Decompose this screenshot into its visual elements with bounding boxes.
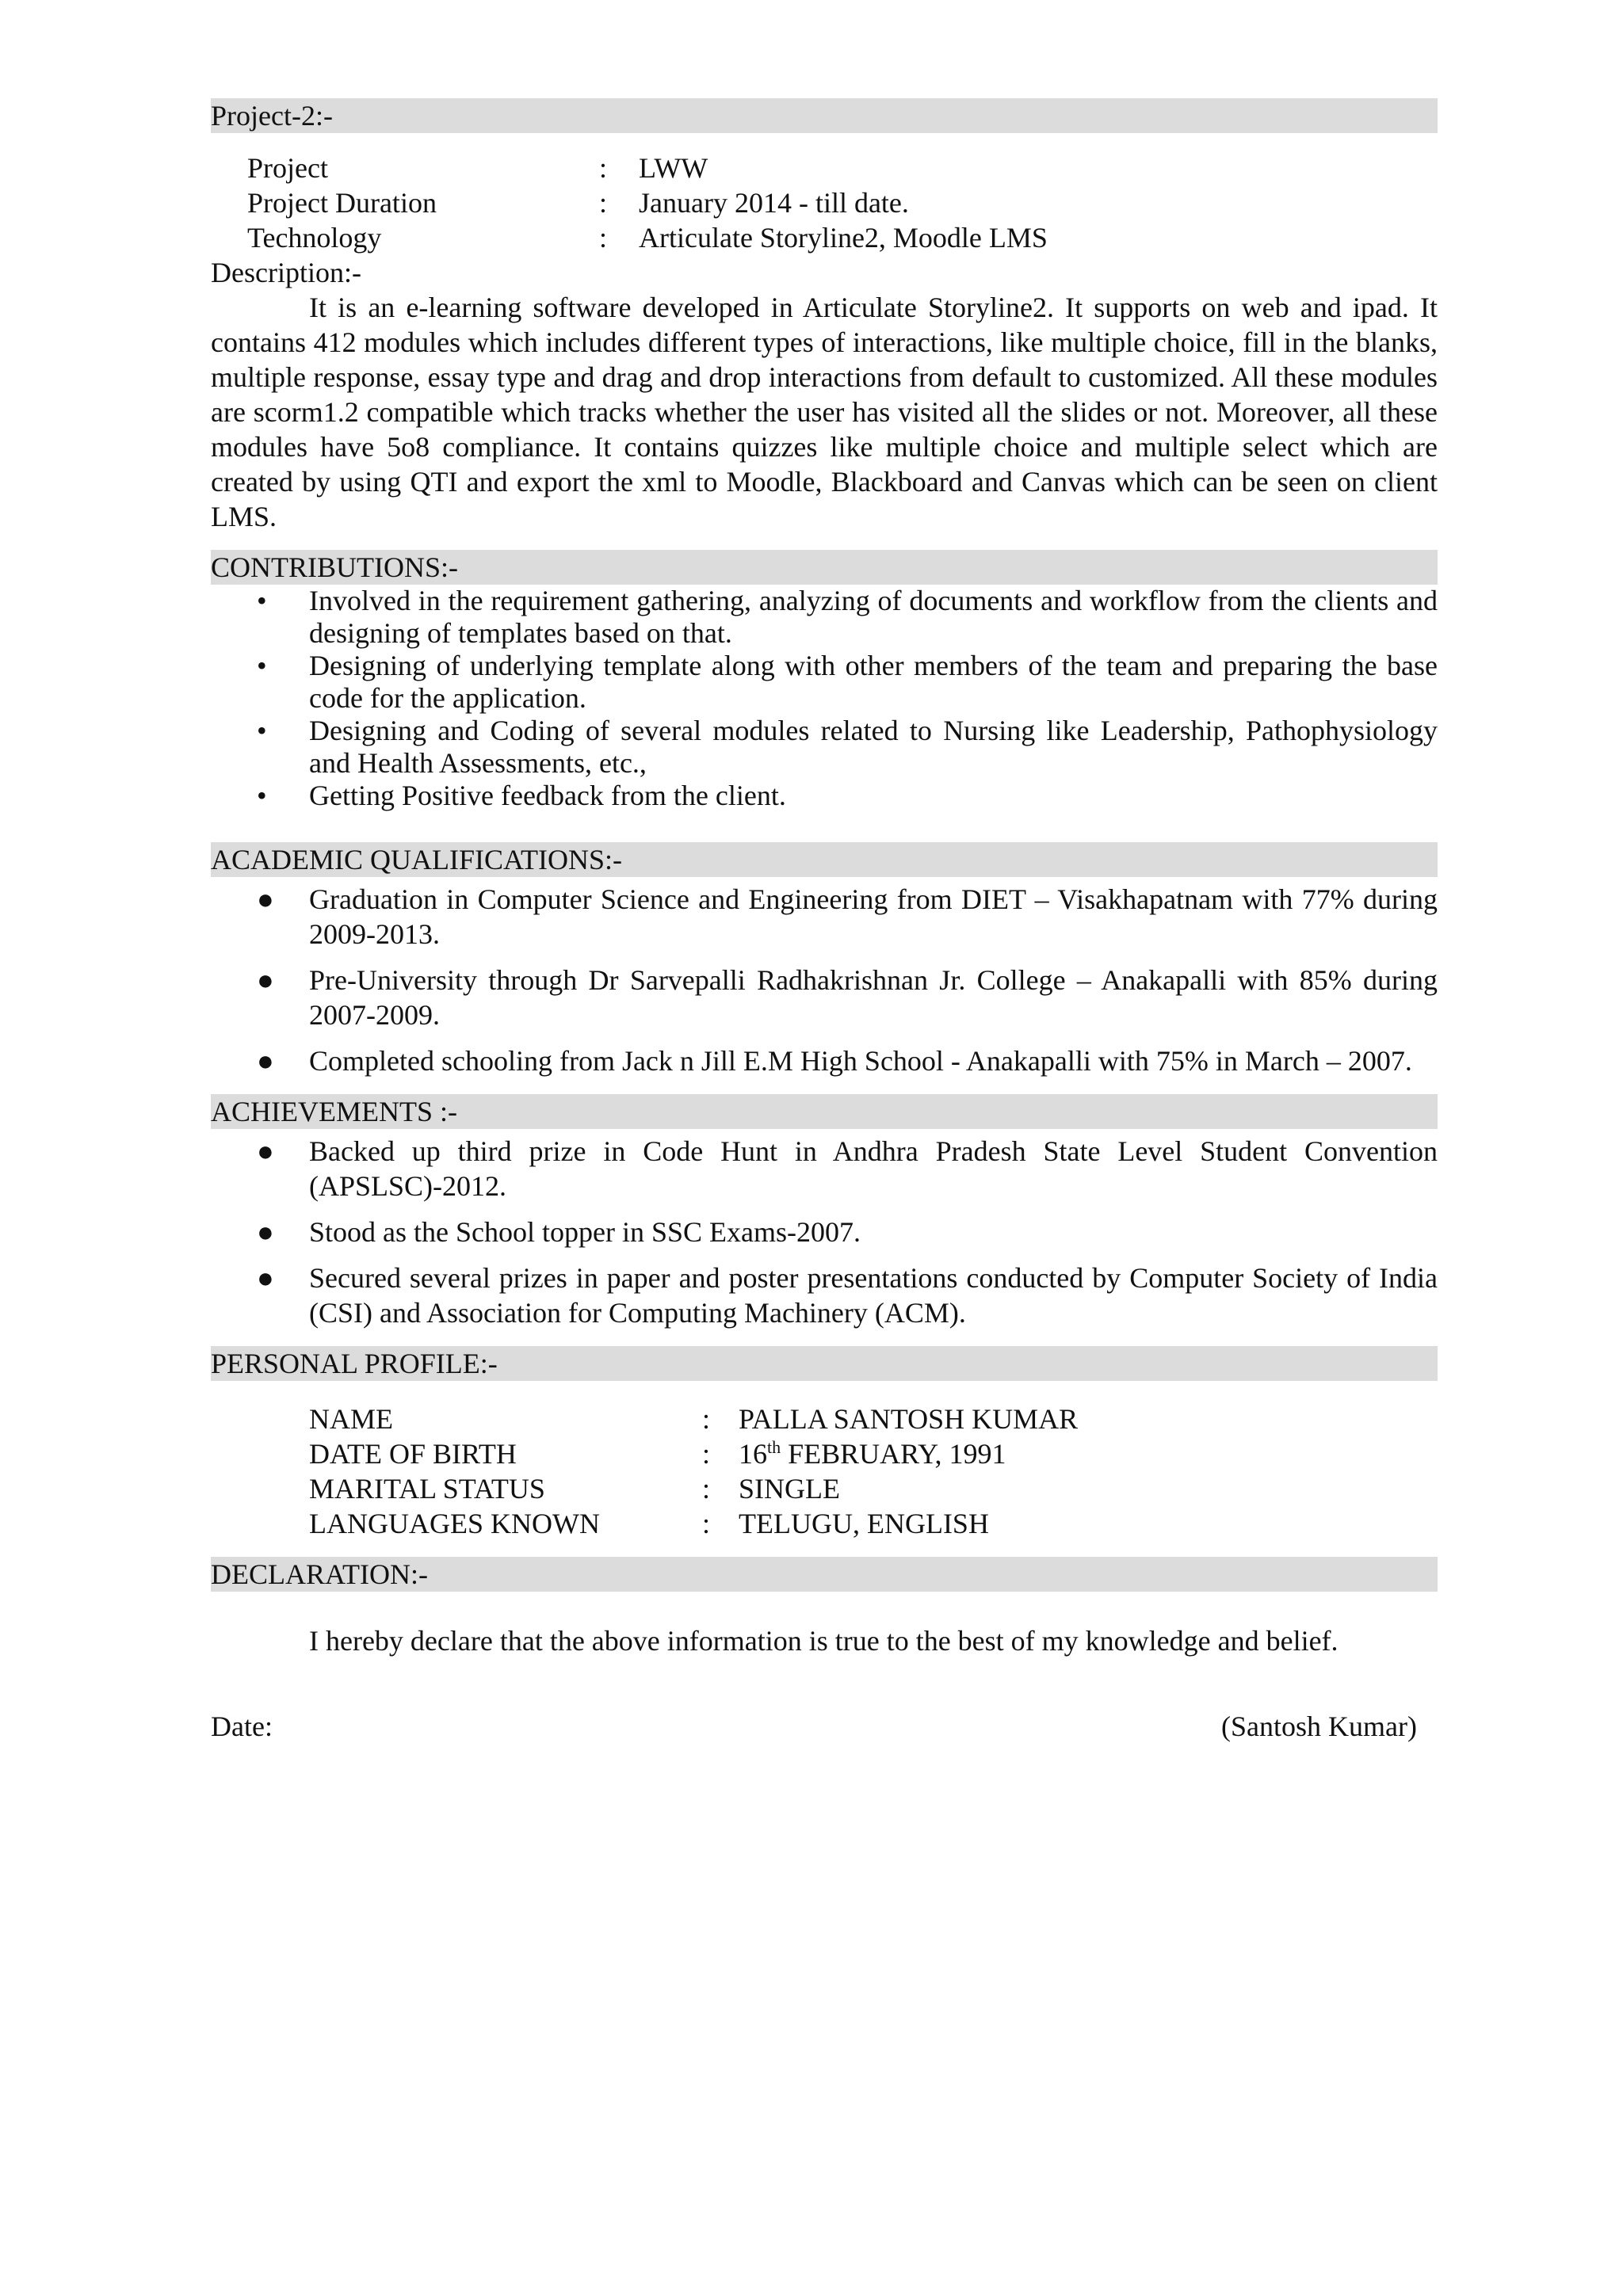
list-item: ● Graduation in Computer Science and Engineering from DIET – Visakhapatnam with 77% during 2009-2013. xyxy=(257,883,1438,950)
field-value: PALLA SANTOSH KUMAR xyxy=(739,1403,1079,1435)
field-key: Technology xyxy=(247,222,382,254)
declaration-heading: DECLARATION:- xyxy=(211,1557,1438,1592)
dob-row xyxy=(309,1436,1078,1471)
academic-heading: ACADEMIC QUALIFICATIONS:- xyxy=(211,842,1438,877)
name-row xyxy=(309,1402,1078,1436)
resume-page xyxy=(211,98,1438,1744)
technology-row xyxy=(247,220,1048,255)
marital-status-row xyxy=(309,1471,1078,1506)
list-item: ● Pre-University through Dr Sarvepalli Radhakrishnan Jr. College – Anakapalli with 85% during 2007-2009. xyxy=(257,964,1438,1031)
contributions-list xyxy=(211,585,1438,812)
field-value: Articulate Storyline2, Moodle LMS xyxy=(639,222,1048,254)
field-key: DATE OF BIRTH xyxy=(309,1438,517,1470)
list-item: • Designing and Coding of several modules related to Nursing like Leadership, Pathophysiology and Health Assessments, etc., xyxy=(257,715,1438,779)
field-separator: : xyxy=(702,1508,711,1539)
personal-profile-heading: PERSONAL PROFILE:- xyxy=(211,1346,1438,1381)
signature-name: (Santosh Kumar) xyxy=(1221,1711,1417,1742)
bullet-icon: ● xyxy=(257,1216,274,1248)
field-separator: : xyxy=(702,1473,711,1505)
field-separator: : xyxy=(599,222,608,254)
bullet-icon: • xyxy=(257,780,267,811)
field-key: NAME xyxy=(309,1403,393,1435)
list-item: ● Backed up third prize in Code Hunt in Andhra Pradesh State Level Student Convention (APSLSC)-2012. xyxy=(257,1135,1438,1202)
bullet-icon: • xyxy=(257,650,267,681)
achievements-list xyxy=(211,1134,1438,1330)
contributions-heading: CONTRIBUTIONS:- xyxy=(211,550,1438,585)
date-label: Date: xyxy=(211,1711,273,1742)
project-duration-row xyxy=(247,185,1048,220)
project-heading: Project-2:- xyxy=(211,98,1438,133)
declaration-text: I hereby declare that the above information is true to the best of my knowledge and belief. xyxy=(309,1625,1338,1657)
field-key: LANGUAGES KNOWN xyxy=(309,1508,600,1539)
field-value: SINGLE xyxy=(739,1473,840,1505)
project-row xyxy=(247,151,1048,185)
signature-row xyxy=(211,1709,1438,1744)
description-text: It is an e-learning software developed in Articulate Storyline2. It supports on web and ipad. It contains 412 modules which includes different types of interactions, like multiple choice, fill in the blanks, multiple response, essay type and drag and drop interactions from default to customized. All these modules are scorm1.2 compatible which tracks whether the user has visited all the slides or not. Moreover, all these modules have 5o8 compliance. It contains quizzes like multiple choice and multiple select which are created by using QTI and export the xml to Moodle, Blackboard and Canvas which can be seen on client LMS. xyxy=(211,292,1438,532)
list-item: • Involved in the requirement gathering, analyzing of documents and workflow from the clients and designing of templates based on that. xyxy=(257,585,1438,649)
achievements-heading: ACHIEVEMENTS :- xyxy=(211,1094,1438,1129)
field-separator: : xyxy=(599,187,608,219)
bullet-icon: ● xyxy=(257,964,274,996)
field-separator: : xyxy=(599,152,608,184)
academic-list xyxy=(211,882,1438,1078)
field-value: January 2014 - till date. xyxy=(639,187,909,219)
field-separator: : xyxy=(702,1403,711,1435)
field-value: TELUGU, ENGLISH xyxy=(739,1508,989,1539)
list-item: • Designing of underlying template along with other members of the team and preparing the base code for the application. xyxy=(257,650,1438,714)
list-item: • Getting Positive feedback from the client. xyxy=(257,780,786,811)
field-separator: : xyxy=(702,1438,711,1470)
list-item: ● Secured several prizes in paper and poster presentations conducted by Computer Society of India (CSI) and Association for Computing Machinery (ACM). xyxy=(257,1262,1438,1329)
languages-row xyxy=(309,1506,1078,1541)
field-value: 16th FEBRUARY, 1991 xyxy=(739,1437,1006,1470)
personal-details xyxy=(309,1402,1078,1541)
list-item: ● Completed schooling from Jack n Jill E.M High School - Anakapalli with 75% in March – 2007. xyxy=(257,1045,1412,1077)
bullet-icon: ● xyxy=(257,883,274,915)
bullet-icon: ● xyxy=(257,1045,274,1077)
bullet-icon: • xyxy=(257,585,267,616)
list-item: ● Stood as the School topper in SSC Exams-2007. xyxy=(257,1216,861,1248)
bullet-icon: ● xyxy=(257,1135,274,1167)
bullet-icon: • xyxy=(257,715,267,746)
field-value: LWW xyxy=(639,152,708,184)
bullet-icon: ● xyxy=(257,1262,274,1294)
project-details xyxy=(247,151,1048,255)
field-key: Project Duration xyxy=(247,187,437,219)
field-key: Project xyxy=(247,152,328,184)
field-key: MARITAL STATUS xyxy=(309,1473,545,1505)
description-label: Description:- xyxy=(211,257,361,288)
